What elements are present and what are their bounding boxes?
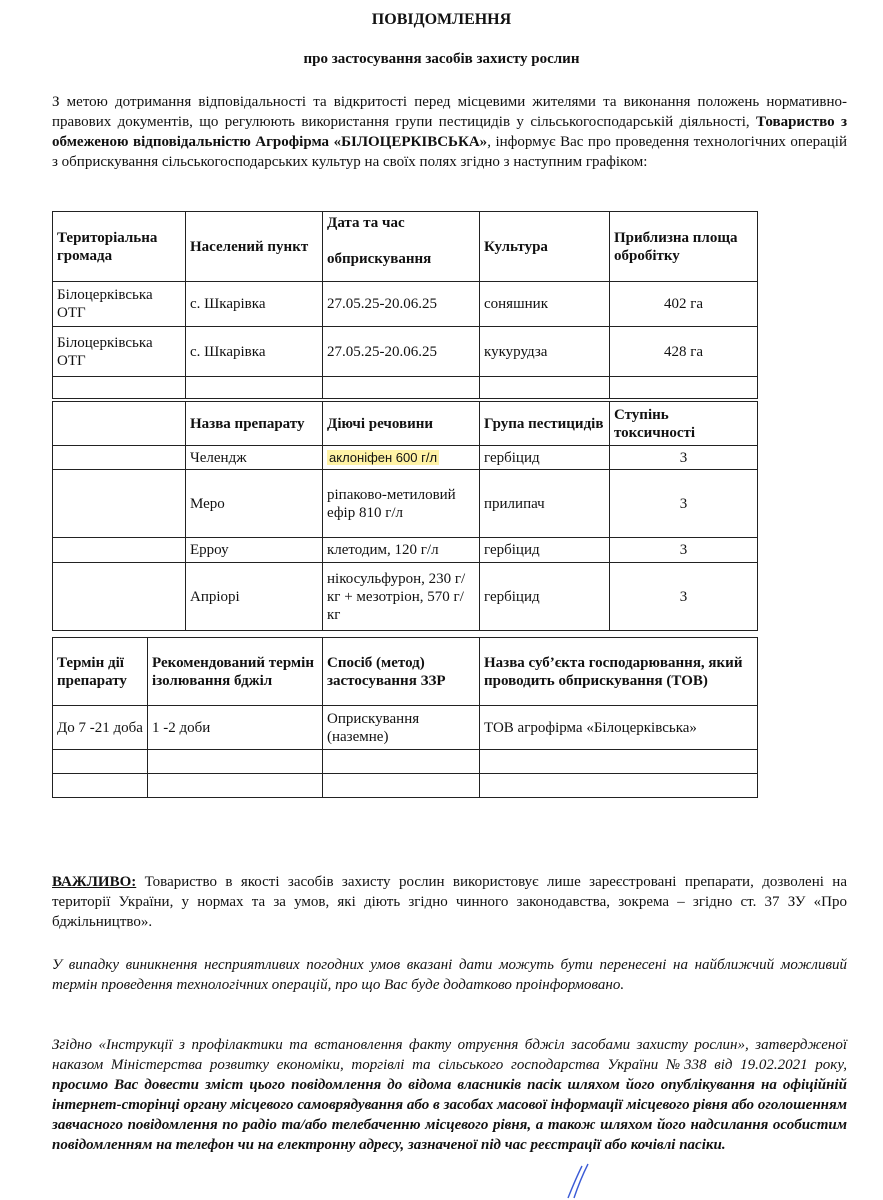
cell-toxicity: 3 bbox=[610, 563, 758, 631]
empty-row bbox=[53, 750, 758, 774]
table-row bbox=[53, 446, 758, 470]
important-paragraph bbox=[52, 872, 847, 932]
document-title: ПОВІДОМЛЕННЯ bbox=[371, 11, 512, 28]
header-substances: Діючі речовини bbox=[323, 402, 480, 446]
header-datetime-top: Дата та час bbox=[327, 215, 405, 231]
schedule-table bbox=[52, 211, 758, 399]
cell-settlement: с. Шкарівка bbox=[186, 282, 323, 327]
table-row bbox=[53, 282, 758, 327]
cell-community: Білоцерківська ОТГ bbox=[53, 282, 186, 327]
header-toxicity: Ступінь токсичності bbox=[610, 402, 758, 446]
empty-row bbox=[53, 774, 758, 798]
cell-toxicity: 3 bbox=[610, 446, 758, 470]
cell-settlement: с. Шкарівка bbox=[186, 327, 323, 377]
cell-area: 402 га bbox=[610, 282, 758, 327]
application-header-row bbox=[53, 638, 758, 706]
important-text: Товариство в якості засобів захисту рослин використовує лише зареєстровані препарати, дозволені на території України, у нормах та за умов, які діють згідно чинного законодавства, зокрема – згідно ст. 37 ЗУ «Про бджільництво». bbox=[52, 874, 847, 930]
schedule-header-row bbox=[53, 212, 758, 282]
cell-community: Білоцерківська ОТГ bbox=[53, 327, 186, 377]
intro-text-start: З метою дотримання відповідальності та відкритості перед місцевими жителями та виконання положень нормативно-правових документів, що регулюють використання групи пестицидів у сільськогосподарській діяльності, bbox=[52, 94, 847, 130]
table-row bbox=[53, 563, 758, 631]
preparations-header-row bbox=[53, 402, 758, 446]
cell-prep-name: Апріорі bbox=[186, 563, 323, 631]
cell-toxicity: 3 bbox=[610, 470, 758, 538]
cell-crop: кукурудза bbox=[480, 327, 610, 377]
cell-group: гербіцид bbox=[480, 538, 610, 563]
cell-group: гербіцид bbox=[480, 563, 610, 631]
instruction-paragraph bbox=[52, 1035, 847, 1155]
cell-crop: соняшник bbox=[480, 282, 610, 327]
header-datetime bbox=[323, 212, 480, 282]
application-table bbox=[52, 637, 758, 798]
cell-method: Оприскування (наземне) bbox=[323, 706, 480, 750]
header-datetime-bottom: обприскування bbox=[327, 251, 432, 267]
header-community: Територіальна громада bbox=[53, 212, 186, 282]
table-row bbox=[53, 706, 758, 750]
instruction-text: Згідно «Інструкції з профілактики та встановлення факту отруєння бджіл засобами захисту рослин», затвердженої наказом Міністерства розвитку економіки, торгівлі та сільського господарства України №338 від 19.02.2021 року, bbox=[52, 1037, 847, 1073]
cell-area: 428 га bbox=[610, 327, 758, 377]
header-group: Група пестицидів bbox=[480, 402, 610, 446]
header-settlement: Населений пункт bbox=[186, 212, 323, 282]
table-row bbox=[53, 538, 758, 563]
header-isolation: Рекомендований термін ізолювання бджіл bbox=[148, 638, 323, 706]
header-entity: Назва суб’єкта господарювання, який проводить обприскування (ТОВ) bbox=[480, 638, 758, 706]
signature-mark bbox=[560, 1160, 600, 1200]
header-crop: Культура bbox=[480, 212, 610, 282]
cell-toxicity: 3 bbox=[610, 538, 758, 563]
header-method: Спосіб (метод) застосування ЗЗР bbox=[323, 638, 480, 706]
intro-text-end: , інформує Вас про проведення технологічних операцій з обприскування сільськогосподарських культур на своїх полях згідно з наступним графіком: bbox=[52, 134, 847, 170]
cell-prep-name: Челендж bbox=[186, 446, 323, 470]
empty-row bbox=[53, 377, 758, 399]
header-area: Приблизна площа обробітку bbox=[610, 212, 758, 282]
table-row bbox=[53, 327, 758, 377]
cell-date: 27.05.25-20.06.25 bbox=[323, 282, 480, 327]
cell-substances: клетодим, 120 г/л bbox=[323, 538, 480, 563]
cell-prep-name: Меро bbox=[186, 470, 323, 538]
cell-term: До 7 -21 доба bbox=[53, 706, 148, 750]
instruction-request: просимо Вас довести зміст цього повідомлення до відома власників пасік шляхом його опублікування на офіційній інтернет-сторінці органу місцевого самоврядування або в засобах масової інформації місцевого рівня або оголошенням завчасного повідомлення по радіо та/або телебаченню місцевого рівня, а також шляхом його надсилання особистим повідомленням на телефон чи на електронну адресу, зазначеної під час реєстрації або кочівлі пасіки. bbox=[52, 1077, 847, 1153]
cell-substances bbox=[323, 446, 480, 470]
cell-isolation: 1 -2 доби bbox=[148, 706, 323, 750]
document-subtitle: про застосування засобів захисту рослин bbox=[303, 51, 580, 67]
cell-entity: ТОВ агрофірма «Білоцерківська» bbox=[480, 706, 758, 750]
cell-substances: нікосульфурон, 230 г/кг + мезотріон, 570 г/кг bbox=[323, 563, 480, 631]
cell-date: 27.05.25-20.06.25 bbox=[323, 327, 480, 377]
highlighted-substance: аклоніфен 600 г/л bbox=[329, 449, 438, 465]
cell-group: гербіцид bbox=[480, 446, 610, 470]
important-label: ВАЖЛИВО: bbox=[52, 874, 137, 890]
cell-substances: ріпаково-метиловий ефір 810 г/л bbox=[323, 470, 480, 538]
weather-note: У випадку виникнення несприятливих погодних умов вказані дати можуть бути перенесені на найближчий можливий термін проведення технологічних операцій, про що Вас буде додатково проінформовано. bbox=[52, 957, 847, 993]
intro-paragraph bbox=[52, 92, 847, 172]
table-row bbox=[53, 470, 758, 538]
cell-group: прилипач bbox=[480, 470, 610, 538]
organization-name: Товариство з обмеженою відповідальністю Агрофірма «БІЛОЦЕРКІВСЬКА» bbox=[52, 114, 847, 150]
cell-prep-name: Ерроу bbox=[186, 538, 323, 563]
header-term: Термін дії препарату bbox=[53, 638, 148, 706]
header-prep-name: Назва препарату bbox=[186, 402, 323, 446]
preparations-table bbox=[52, 401, 758, 631]
